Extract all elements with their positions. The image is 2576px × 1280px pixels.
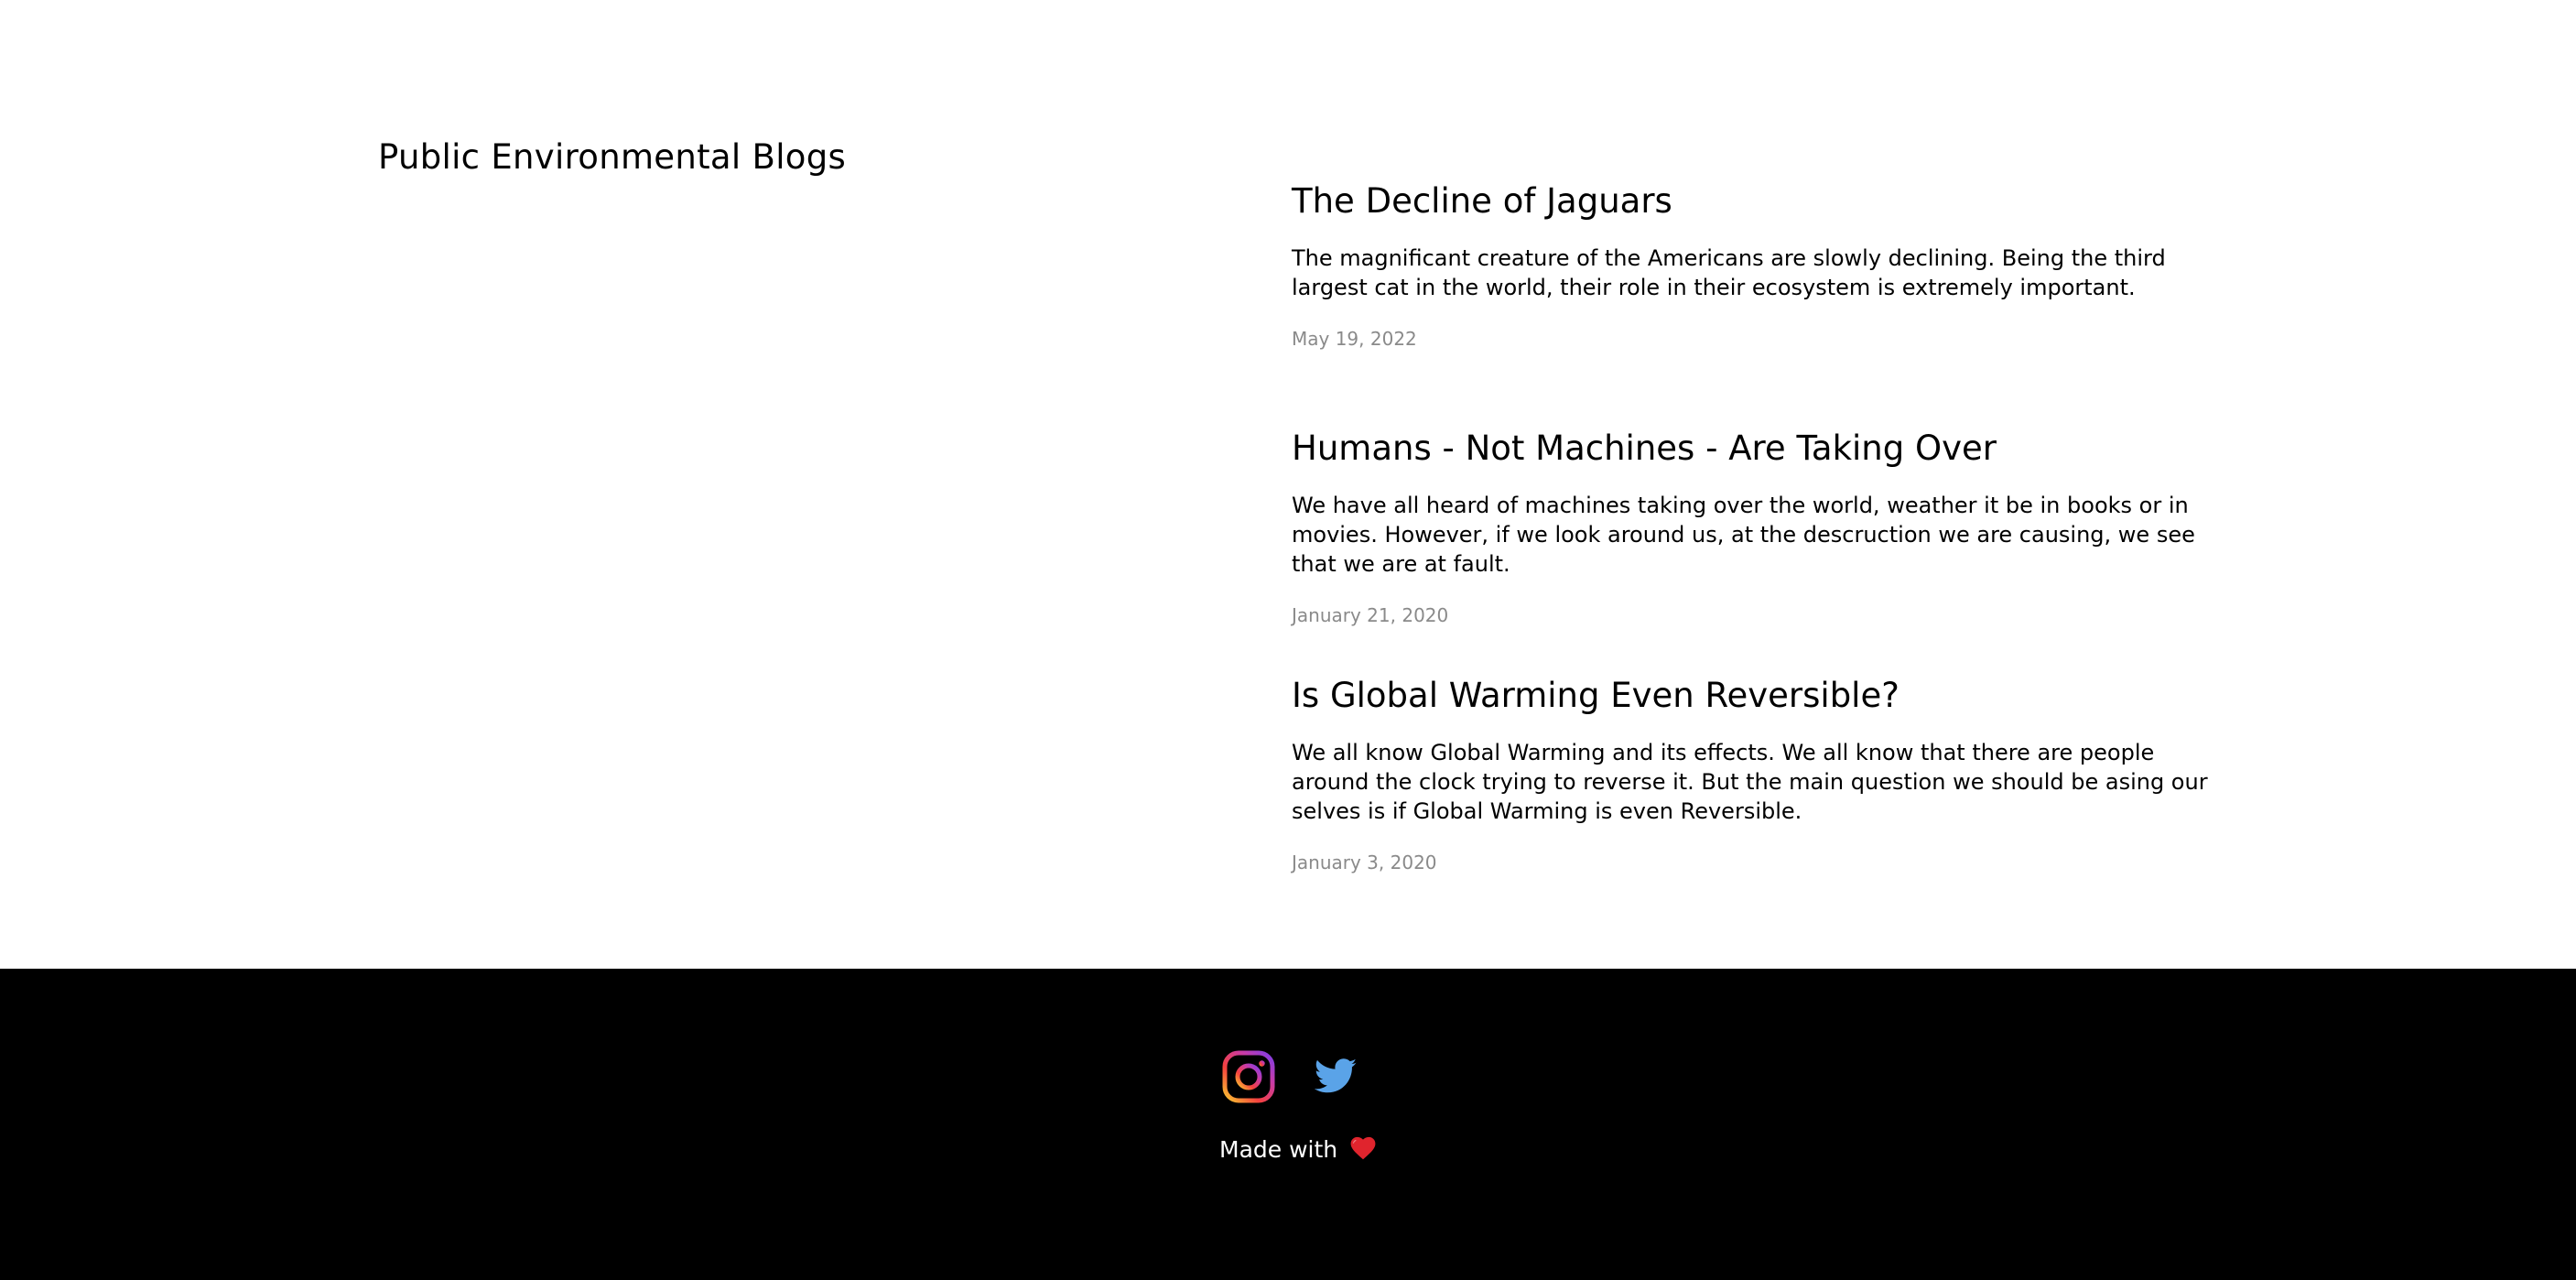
made-with-label: Made with — [1219, 1136, 1338, 1163]
made-with-text — [1219, 1136, 1376, 1166]
social-links — [1221, 1049, 1368, 1104]
twitter-icon[interactable] — [1313, 1049, 1368, 1104]
post-item[interactable] — [1292, 672, 2216, 919]
post-date: May 19, 2022 — [1292, 328, 1417, 350]
post-title[interactable]: Humans - Not Machines - Are Taking Over — [1292, 428, 1997, 468]
post-title[interactable]: The Decline of Jaguars — [1292, 181, 1672, 221]
post-item[interactable] — [1292, 178, 2216, 425]
post-title[interactable]: Is Global Warming Even Reversible? — [1292, 676, 1900, 715]
page-title: Public Environmental Blogs — [378, 137, 847, 177]
post-date: January 21, 2020 — [1292, 604, 1449, 626]
post-excerpt: We have all heard of machines taking over the world, weather it be in books or in movies. However, if we look around us, at the descruction we are causing, we see that we are at fault. — [1292, 493, 2195, 577]
heart-icon — [1350, 1136, 1376, 1166]
post-list — [1292, 178, 2216, 919]
instagram-icon[interactable] — [1221, 1049, 1276, 1104]
post-item[interactable] — [1292, 425, 2216, 672]
footer — [0, 969, 2576, 1280]
post-excerpt: We all know Global Warming and its effects. We all know that there are people around the clock trying to reverse it. But the main question we should be asing our selves is if Global Warming is even Reversible. — [1292, 740, 2208, 824]
post-date: January 3, 2020 — [1292, 852, 1437, 873]
post-excerpt: The magnificant creature of the Americans are slowly declining. Being the third largest cat in the world, their role in their ecosystem is extremely important. — [1292, 245, 2166, 300]
